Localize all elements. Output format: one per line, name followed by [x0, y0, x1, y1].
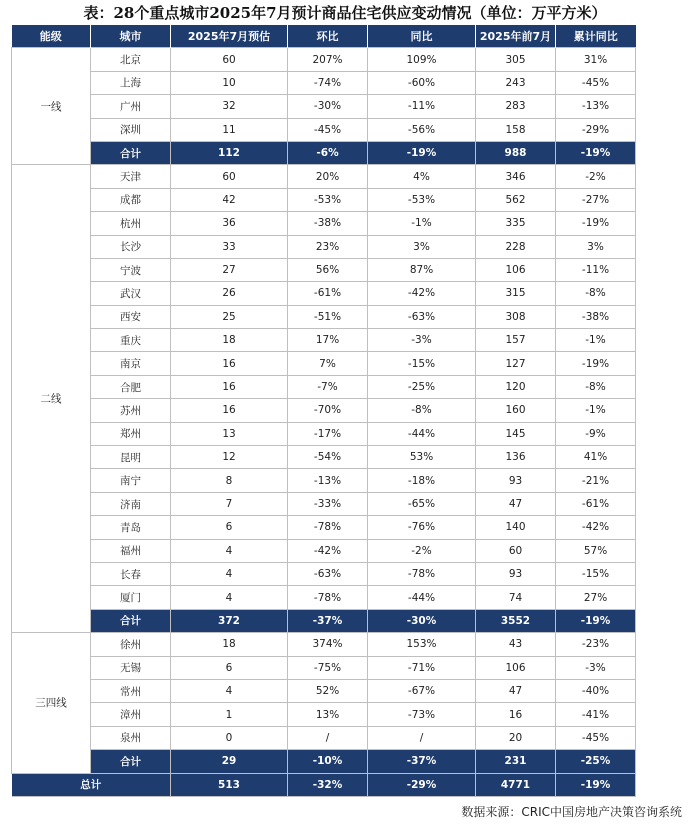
cell-city: 杭州 [91, 212, 171, 235]
cell-city: 徐州 [91, 633, 171, 656]
cell-july-estimate: 13 [171, 422, 288, 445]
cell-july-estimate: 16 [171, 375, 288, 398]
cell-ytd-yoy: -13% [556, 95, 636, 118]
cell-city: 宁波 [91, 258, 171, 281]
subtotal-ytd-yoy: -19% [556, 141, 636, 164]
table-row [12, 422, 636, 445]
cell-ytd-yoy: -8% [556, 375, 636, 398]
cell-mom: 13% [288, 703, 368, 726]
cell-yoy: 109% [368, 48, 476, 71]
cell-mom: -54% [288, 446, 368, 469]
cell-ytd: 157 [476, 329, 556, 352]
total-label: 总计 [12, 773, 171, 796]
cell-yoy: -76% [368, 516, 476, 539]
cell-city: 无锡 [91, 656, 171, 679]
cell-july-estimate: 4 [171, 679, 288, 702]
cell-mom: -7% [288, 375, 368, 398]
cell-july-estimate: 7 [171, 492, 288, 515]
supply-table [11, 25, 636, 797]
cell-mom: -78% [288, 516, 368, 539]
cell-ytd-yoy: 27% [556, 586, 636, 609]
cell-ytd-yoy: -8% [556, 282, 636, 305]
cell-ytd: 346 [476, 165, 556, 188]
cell-city: 西安 [91, 305, 171, 328]
table-row [12, 282, 636, 305]
cell-city: 重庆 [91, 329, 171, 352]
cell-city: 昆明 [91, 446, 171, 469]
cell-mom: -74% [288, 71, 368, 94]
subtotal-ytd: 988 [476, 141, 556, 164]
cell-mom: -45% [288, 118, 368, 141]
header-tier: 能级 [12, 25, 91, 48]
cell-july-estimate: 1 [171, 703, 288, 726]
table-row [12, 212, 636, 235]
cell-july-estimate: 25 [171, 305, 288, 328]
cell-yoy: 53% [368, 446, 476, 469]
cell-yoy: 87% [368, 258, 476, 281]
cell-city: 武汉 [91, 282, 171, 305]
total-ytd-yoy: -19% [556, 773, 636, 796]
cell-ytd: 158 [476, 118, 556, 141]
cell-july-estimate: 4 [171, 562, 288, 585]
cell-yoy: -15% [368, 352, 476, 375]
cell-ytd: 160 [476, 399, 556, 422]
cell-ytd: 335 [476, 212, 556, 235]
cell-ytd: 93 [476, 562, 556, 585]
cell-ytd: 145 [476, 422, 556, 445]
cell-july-estimate: 18 [171, 329, 288, 352]
cell-ytd-yoy: -45% [556, 71, 636, 94]
total-mom: -32% [288, 773, 368, 796]
cell-july-estimate: 36 [171, 212, 288, 235]
total-july-estimate: 513 [171, 773, 288, 796]
cell-ytd: 106 [476, 258, 556, 281]
cell-mom: 23% [288, 235, 368, 258]
cell-ytd: 93 [476, 469, 556, 492]
cell-city: 合肥 [91, 375, 171, 398]
header-yoy: 同比 [368, 25, 476, 48]
cell-city: 福州 [91, 539, 171, 562]
cell-ytd-yoy: -19% [556, 212, 636, 235]
total-ytd: 4771 [476, 773, 556, 796]
table-row [12, 329, 636, 352]
cell-city: 天津 [91, 165, 171, 188]
table-row [12, 305, 636, 328]
cell-mom: -78% [288, 586, 368, 609]
subtotal-label: 合计 [91, 141, 171, 164]
table-row [12, 703, 636, 726]
cell-yoy: -25% [368, 375, 476, 398]
subtotal-mom: -37% [288, 609, 368, 632]
cell-mom: -38% [288, 212, 368, 235]
cell-mom: -42% [288, 539, 368, 562]
subtotal-mom: -6% [288, 141, 368, 164]
table-row [12, 726, 636, 749]
cell-ytd-yoy: -3% [556, 656, 636, 679]
cell-july-estimate: 32 [171, 95, 288, 118]
subtotal-yoy: -37% [368, 750, 476, 773]
cell-ytd-yoy: -40% [556, 679, 636, 702]
cell-ytd-yoy: 57% [556, 539, 636, 562]
header-ytd-yoy: 累计同比 [556, 25, 636, 48]
cell-yoy: -56% [368, 118, 476, 141]
subtotal-ytd: 231 [476, 750, 556, 773]
cell-yoy: -2% [368, 539, 476, 562]
cell-mom: 17% [288, 329, 368, 352]
cell-city: 南京 [91, 352, 171, 375]
subtotal-yoy: -30% [368, 609, 476, 632]
cell-mom: -61% [288, 282, 368, 305]
cell-mom: -70% [288, 399, 368, 422]
cell-city: 上海 [91, 71, 171, 94]
cell-city: 南宁 [91, 469, 171, 492]
tier-cell: 三四线 [12, 633, 91, 773]
header-row [12, 25, 636, 48]
subtotal-label: 合计 [91, 750, 171, 773]
cell-mom: -17% [288, 422, 368, 445]
subtotal-july-estimate: 372 [171, 609, 288, 632]
cell-mom: -51% [288, 305, 368, 328]
table-title: 表：28个重点城市2025年7月预计商品住宅供应变动情况（单位：万平方米） [83, 4, 607, 22]
subtotal-july-estimate: 29 [171, 750, 288, 773]
cell-july-estimate: 26 [171, 282, 288, 305]
cell-mom: 20% [288, 165, 368, 188]
cell-ytd-yoy: 3% [556, 235, 636, 258]
data-source: 数据来源：CRIC中国房地产决策咨询系统 [461, 805, 682, 819]
cell-ytd: 283 [476, 95, 556, 118]
cell-ytd-yoy: -42% [556, 516, 636, 539]
table-row [12, 656, 636, 679]
total-yoy: -29% [368, 773, 476, 796]
cell-city: 青岛 [91, 516, 171, 539]
cell-yoy: -73% [368, 703, 476, 726]
cell-july-estimate: 12 [171, 446, 288, 469]
cell-yoy: / [368, 726, 476, 749]
cell-ytd-yoy: -23% [556, 633, 636, 656]
cell-ytd: 106 [476, 656, 556, 679]
cell-ytd-yoy: 31% [556, 48, 636, 71]
cell-july-estimate: 4 [171, 586, 288, 609]
cell-mom: 374% [288, 633, 368, 656]
table-row [12, 188, 636, 211]
cell-city: 郑州 [91, 422, 171, 445]
cell-yoy: -53% [368, 188, 476, 211]
cell-yoy: -67% [368, 679, 476, 702]
cell-yoy: 153% [368, 633, 476, 656]
cell-city: 长沙 [91, 235, 171, 258]
cell-yoy: 3% [368, 235, 476, 258]
subtotal-ytd-yoy: -25% [556, 750, 636, 773]
cell-city: 泉州 [91, 726, 171, 749]
cell-july-estimate: 6 [171, 516, 288, 539]
table-row [12, 71, 636, 94]
cell-city: 济南 [91, 492, 171, 515]
cell-mom: -53% [288, 188, 368, 211]
cell-ytd-yoy: -38% [556, 305, 636, 328]
table-row [12, 633, 636, 656]
cell-july-estimate: 8 [171, 469, 288, 492]
table-row [12, 165, 636, 188]
cell-mom: 56% [288, 258, 368, 281]
cell-ytd-yoy: -61% [556, 492, 636, 515]
cell-mom: -13% [288, 469, 368, 492]
cell-yoy: -71% [368, 656, 476, 679]
cell-july-estimate: 6 [171, 656, 288, 679]
cell-yoy: -18% [368, 469, 476, 492]
cell-city: 北京 [91, 48, 171, 71]
cell-ytd: 60 [476, 539, 556, 562]
subtotal-ytd-yoy: -19% [556, 609, 636, 632]
cell-mom: -63% [288, 562, 368, 585]
cell-ytd-yoy: -41% [556, 703, 636, 726]
table-row [12, 586, 636, 609]
cell-ytd: 43 [476, 633, 556, 656]
cell-ytd: 243 [476, 71, 556, 94]
cell-ytd-yoy: -2% [556, 165, 636, 188]
cell-ytd: 74 [476, 586, 556, 609]
tier-cell: 一线 [12, 48, 91, 165]
cell-ytd: 47 [476, 492, 556, 515]
cell-city: 长春 [91, 562, 171, 585]
table-row [12, 516, 636, 539]
cell-july-estimate: 33 [171, 235, 288, 258]
cell-ytd-yoy: -45% [556, 726, 636, 749]
cell-yoy: -42% [368, 282, 476, 305]
table-row [12, 446, 636, 469]
table-row [12, 492, 636, 515]
cell-mom: 52% [288, 679, 368, 702]
cell-yoy: -63% [368, 305, 476, 328]
table-body [12, 48, 636, 797]
cell-city: 常州 [91, 679, 171, 702]
cell-july-estimate: 0 [171, 726, 288, 749]
table-row [12, 118, 636, 141]
table-row [12, 399, 636, 422]
cell-july-estimate: 60 [171, 48, 288, 71]
cell-ytd-yoy: -11% [556, 258, 636, 281]
cell-july-estimate: 11 [171, 118, 288, 141]
cell-ytd-yoy: -21% [556, 469, 636, 492]
cell-ytd: 315 [476, 282, 556, 305]
table-row [12, 48, 636, 71]
table-row [12, 235, 636, 258]
table-row [12, 562, 636, 585]
table-row [12, 352, 636, 375]
cell-july-estimate: 18 [171, 633, 288, 656]
cell-july-estimate: 10 [171, 71, 288, 94]
total-row [12, 773, 636, 796]
header-mom: 环比 [288, 25, 368, 48]
cell-july-estimate: 27 [171, 258, 288, 281]
cell-july-estimate: 4 [171, 539, 288, 562]
cell-city: 厦门 [91, 586, 171, 609]
cell-city: 成都 [91, 188, 171, 211]
cell-july-estimate: 42 [171, 188, 288, 211]
header-ytd: 2025年前7月 [476, 25, 556, 48]
cell-ytd: 20 [476, 726, 556, 749]
subtotal-yoy: -19% [368, 141, 476, 164]
cell-july-estimate: 16 [171, 352, 288, 375]
cell-ytd-yoy: -15% [556, 562, 636, 585]
cell-mom: -33% [288, 492, 368, 515]
cell-ytd: 305 [476, 48, 556, 71]
cell-ytd-yoy: -9% [556, 422, 636, 445]
cell-ytd: 47 [476, 679, 556, 702]
subtotal-row [12, 141, 636, 164]
tier-cell: 二线 [12, 165, 91, 633]
table-row [12, 469, 636, 492]
cell-mom: -30% [288, 95, 368, 118]
cell-ytd: 228 [476, 235, 556, 258]
header-city: 城市 [91, 25, 171, 48]
cell-city: 广州 [91, 95, 171, 118]
cell-yoy: -8% [368, 399, 476, 422]
subtotal-ytd: 3552 [476, 609, 556, 632]
cell-yoy: -44% [368, 422, 476, 445]
table-row [12, 258, 636, 281]
cell-ytd-yoy: -27% [556, 188, 636, 211]
cell-ytd-yoy: -29% [556, 118, 636, 141]
table-row [12, 95, 636, 118]
cell-yoy: -78% [368, 562, 476, 585]
cell-city: 深圳 [91, 118, 171, 141]
cell-city: 漳州 [91, 703, 171, 726]
cell-july-estimate: 16 [171, 399, 288, 422]
subtotal-label: 合计 [91, 609, 171, 632]
subtotal-july-estimate: 112 [171, 141, 288, 164]
table-row [12, 679, 636, 702]
cell-july-estimate: 60 [171, 165, 288, 188]
cell-ytd-yoy: -1% [556, 329, 636, 352]
cell-ytd: 140 [476, 516, 556, 539]
cell-ytd-yoy: -1% [556, 399, 636, 422]
cell-yoy: -11% [368, 95, 476, 118]
cell-ytd: 127 [476, 352, 556, 375]
cell-yoy: -3% [368, 329, 476, 352]
cell-mom: 7% [288, 352, 368, 375]
cell-city: 苏州 [91, 399, 171, 422]
cell-ytd: 562 [476, 188, 556, 211]
cell-yoy: 4% [368, 165, 476, 188]
cell-ytd: 136 [476, 446, 556, 469]
subtotal-row [12, 750, 636, 773]
cell-yoy: -44% [368, 586, 476, 609]
cell-ytd-yoy: -19% [556, 352, 636, 375]
subtotal-mom: -10% [288, 750, 368, 773]
cell-yoy: -60% [368, 71, 476, 94]
subtotal-row [12, 609, 636, 632]
cell-ytd-yoy: 41% [556, 446, 636, 469]
cell-mom: -75% [288, 656, 368, 679]
cell-ytd: 16 [476, 703, 556, 726]
cell-mom: 207% [288, 48, 368, 71]
cell-ytd: 120 [476, 375, 556, 398]
header-july-estimate: 2025年7月预估 [171, 25, 288, 48]
cell-yoy: -65% [368, 492, 476, 515]
cell-mom: / [288, 726, 368, 749]
table-row [12, 539, 636, 562]
cell-ytd: 308 [476, 305, 556, 328]
table-row [12, 375, 636, 398]
cell-yoy: -1% [368, 212, 476, 235]
